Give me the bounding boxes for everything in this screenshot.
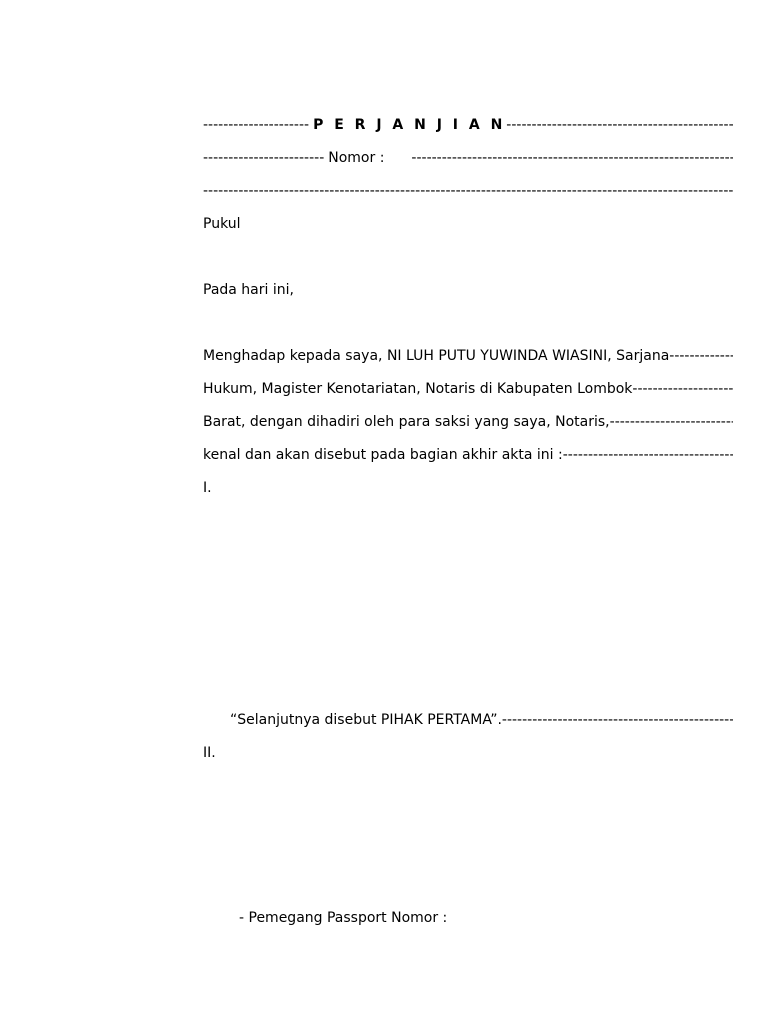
paragraph-line	[203, 346, 733, 366]
document-title: P E R J A N J I A N	[313, 117, 506, 133]
paragraph-line	[203, 379, 733, 399]
line-fill-dashes	[502, 710, 733, 730]
line-fill-dashes	[632, 379, 733, 399]
title-prefix-dashes: ---------------------	[203, 117, 310, 133]
title-trailing-dashes	[506, 115, 733, 135]
paragraph-line	[203, 412, 733, 432]
paragraph-text: Barat, dengan dihadiri oleh para saksi yang saya, Notaris,	[203, 414, 610, 430]
separator-line	[203, 181, 733, 201]
nomor-label: Nomor :	[328, 150, 385, 166]
paragraph-text: kenal dan akan disebut pada bagian akhir akta ini :	[203, 447, 563, 463]
paragraph-text: Menghadap kepada saya, NI LUH PUTU YUWINDA WIASINI, Sarjana	[203, 348, 670, 364]
full-dash-line	[203, 181, 733, 201]
item-two-line	[203, 743, 733, 763]
pada-hari-text: Pada hari ini,	[203, 282, 294, 298]
line-fill-dashes	[669, 346, 733, 366]
nomor-line	[203, 148, 733, 168]
title-line	[203, 115, 733, 135]
pihak-pertama-text: “Selanjutnya disebut PIHAK PERTAMA”.	[230, 712, 502, 728]
item-one-line	[203, 478, 733, 498]
nomor-prefix-dashes: ------------------------	[203, 150, 325, 166]
pukul-line	[203, 214, 733, 234]
paragraph-text: Hukum, Magister Kenotariatan, Notaris di Kabupaten Lombok	[203, 381, 633, 397]
pukul-label: Pukul	[203, 216, 241, 232]
passport-line	[203, 908, 733, 928]
paragraph-line	[203, 445, 733, 465]
pihak-pertama-line	[203, 710, 733, 730]
line-fill-dashes	[610, 412, 733, 432]
item-two-number: II.	[203, 745, 216, 761]
passport-label: - Pemegang Passport Nomor :	[239, 910, 448, 926]
pada-hari-line	[203, 280, 733, 300]
nomor-trailing-dashes	[411, 148, 733, 168]
item-one-number: I.	[203, 480, 212, 496]
line-fill-dashes	[563, 445, 733, 465]
